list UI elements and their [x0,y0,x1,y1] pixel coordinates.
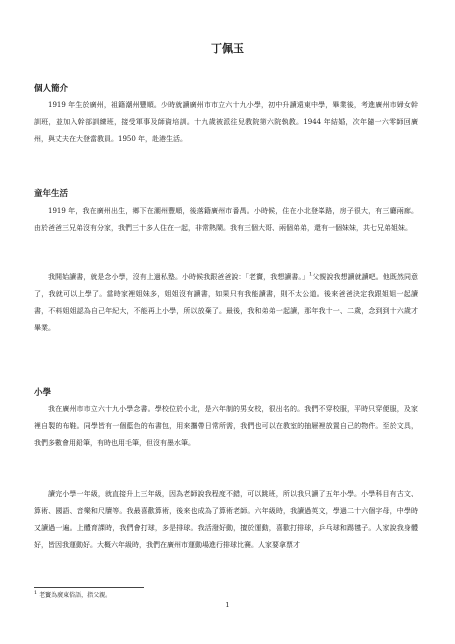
footnote [34,590,111,599]
childhood-paragraph-2 [34,269,418,337]
childhood-paragraph-2-text-after: 父親說我想讀就讀吧。他既然同意了，我就可以上學了。當時家裡姐妹多，姐姐沒有讀書，如果只有我能讀書，則不太公道。後來爸爸決定我跟姐姐一起讀書，不料姐姐認為自己年紀大，不能再上小學，所以放棄了。最後，我和弟弟一起讀，那年我十一、二歲，念到到十六歲才畢業。 [34,273,418,332]
primary-school-paragraph-2: 讀完小學一年級，就直接升上三年級，因為老師說我程度不錯，可以跳班，所以我只讀了五年小學。小學科目有古文、算術、國語、音樂和尺牘等。我最喜歡算術，後來也成為了算術老師。六年級時，我讀過英文，學過二十六個字母，中學時又讀過一遍。上體育課時，我們會打球，多是排球。我活潑好動，擅於運動，喜歡打排球，乒乓球和踢毽子。人家說我身體好，皆因我運動好。大概六年級時，我們在廣州市運動場進行排球比賽。人家要拿票才 [34,490,418,549]
section-heading-profile: 個人簡介 [34,84,69,94]
primary-school-paragraph-1: 我在廣州市市立六十九小學念書。學校位於小北，是六年制的男女校，很出名的。我們不穿校服，平時只穿便服，及家裡自製的布鞋。同學皆有一個藍色的布書包，用來攜帶日常所需，我們也可以在教室的抽屜裡放置自己的物件。至於文具，我們多數會用鉛筆，有時也用毛筆，但沒有墨水筆。 [34,405,418,447]
childhood-paragraph-2-text-before: 我開始讀書，就是念小學，沒有上過私塾。小時候我跟爸爸說：「老竇，我想讀書。」 [48,273,310,281]
document-title: 丁佩玉 [211,42,244,55]
footnote-number: 1 [34,590,38,596]
footnote-reference: 1 [309,271,313,278]
section-heading-primary-school: 小學 [34,388,52,398]
childhood-paragraph-1: 1919 年，我在廣州出生，鄉下在潮州豐順，後落籍廣州市番禺。小時候，住在小北登峯路，房子很大，有三廳兩廊。由於爸爸三兄弟沒有分家，我們三十多人住在一起，非常熱鬧。我有三個大哥、兩個弟弟，還有一個妹妹，共七兄弟姐妹。 [34,207,418,232]
section-heading-childhood: 童年生活 [34,189,69,199]
footnote-divider [34,587,144,588]
profile-paragraph: 1919 年生於廣州，祖籍潮州豐順。少時就讀廣州市市立六十九小學，初中升讀遠東中學，畢業後，考進廣州市婦女幹訓班，並加入幹部訓練班，接受軍事及師資培訓。十九歲被派往兒教院第六院執教。1944 年結婚，次年隨一六零師回廣州，與丈夫在大登當教員。1950 年，赴港生活。 [34,101,418,143]
footnote-text: 老竇為廣東俗語，指父親。 [39,592,112,599]
page-number: 1 [225,601,230,609]
